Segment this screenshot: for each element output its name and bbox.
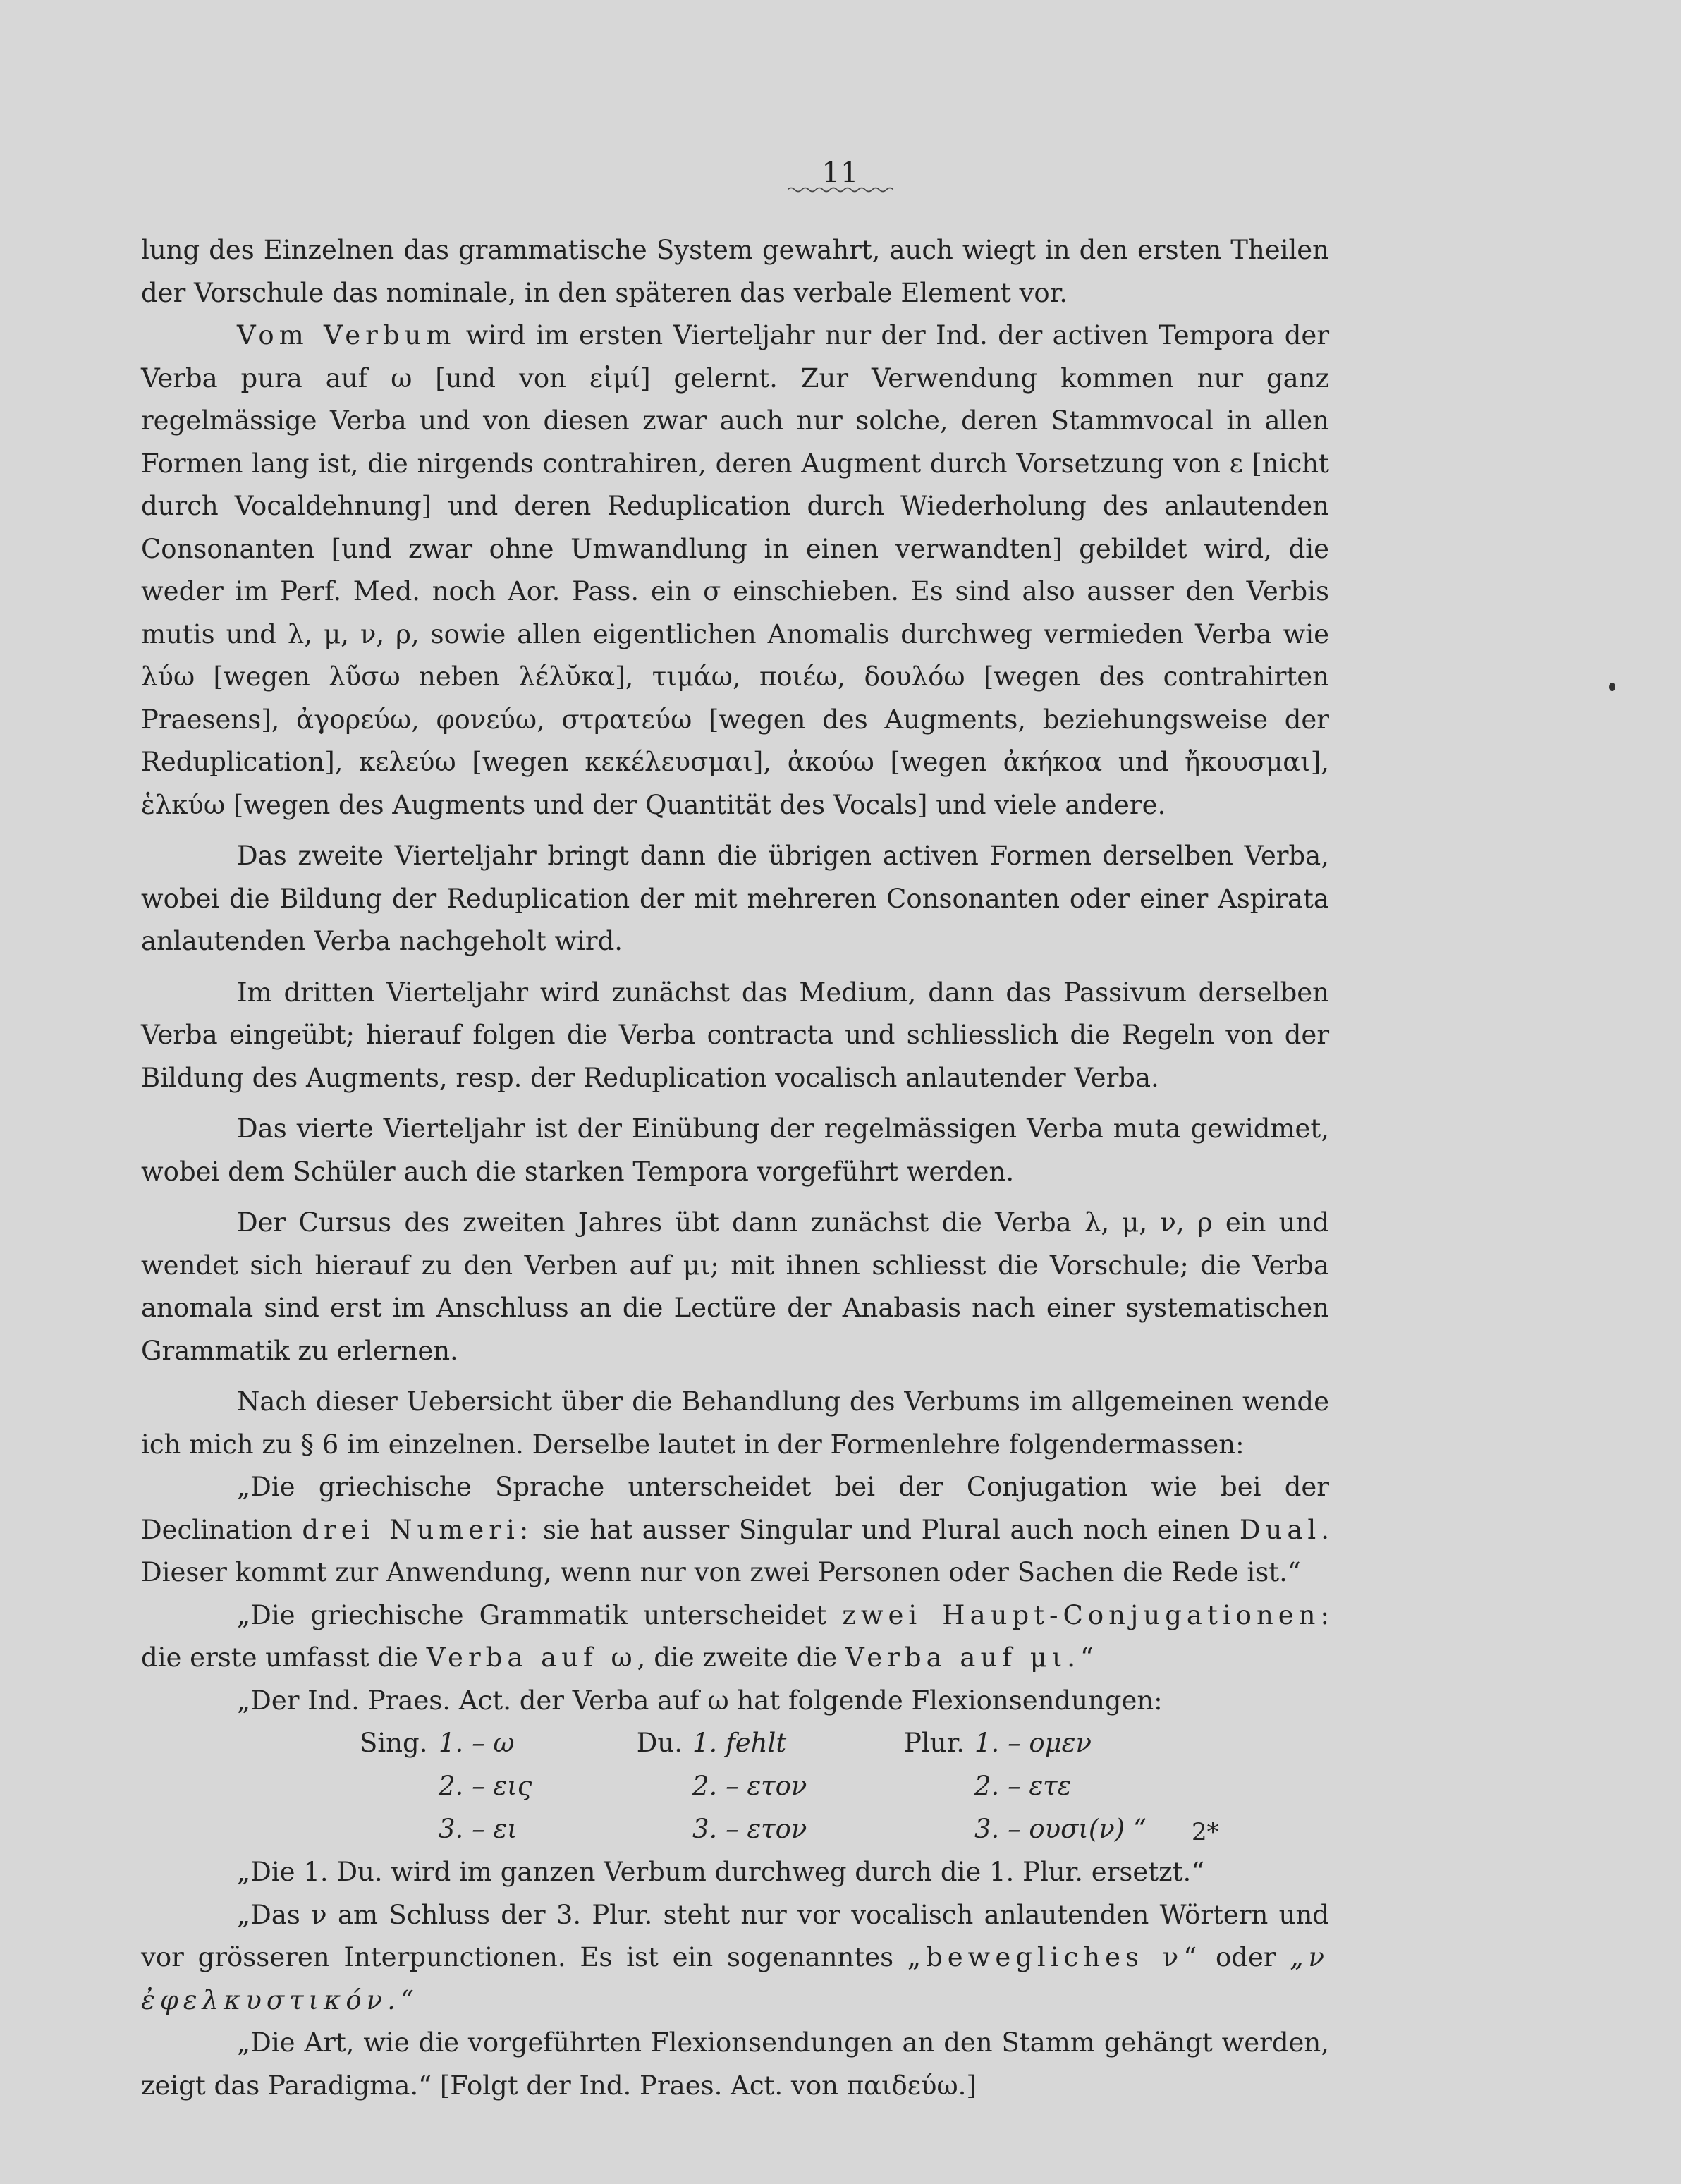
paragraph-text: wird im ersten Vierteljahr nur der Ind. der activen Tempora der Verba pura auf ω [und von εἰμί] gelernt. Zur Verwendung kommen nur ganz regelmässige Verba und von diesen zwar auch nur solche, deren Stammvocal in allen Formen lang ist, die nirgends contrahiren, deren Augment durch Vorsetzung von ε [nicht durch Vocaldehnung] und deren Reduplication durch Wiederholung des anlautenden Consonanten [und zwar ohne Umwandlung in einen verwandten] gebildet wird, die weder im Perf. Med. noch Aor. Pass. ein σ einschieben. Es sind also ausser den Verbis mutis und λ, μ, ν, ρ, sowie allen eigentlichen Anomalis durchweg vermieden Verba wie λύω [wegen λῦσω neben λέλῠκα], τιμάω, ποιέω, δουλόω [wegen des contrahirten Praesens], ἀγορεύω, φονεύω, στρατεύω [wegen des Augments, beziehungsweise der Reduplication], κελεύω [wegen κεκέλευσμαι], ἀκούω [wegen ἀκήκοα und ἤκουσμαι], ἑλκύω [wegen des Augments und der Quantität des Vocals] und viele andere. xyxy=(141,320,1330,820)
table-row xyxy=(360,1765,532,1808)
quote-paragraph xyxy=(141,1594,1329,1680)
spaced-term: „ν ἐφελκυστικόν.“ xyxy=(141,1942,1329,2015)
paragraph: Das zweite Vierteljahr bringt dann die übrigen activen Formen derselben Verba, wobei die Bildung der Reduplication der mit mehreren Consonanten oder einer Aspirata anlautenden Verba nachgeholt wird. xyxy=(141,841,1329,956)
paragraph: Im dritten Vierteljahr wird zunächst das Medium, dann das Passivum derselben Verba eingeübt; hierauf folgen die Verba contracta und schliesslich die Regeln von der Bildung des Augments, resp. der Reduplication vocalisch anlautender Verba. xyxy=(141,977,1329,1093)
table-column-plural xyxy=(895,1722,1147,1851)
table-cell: 3. – ετον xyxy=(692,1814,807,1844)
table-row xyxy=(895,1808,1147,1851)
paragraph-text: : die erste umfasst die xyxy=(141,1599,1329,1673)
column-label: Sing. xyxy=(360,1728,428,1758)
paragraph: lung des Einzelnen das grammatische System gewahrt, auch wiegt in den ersten Theilen der Vorschule das nominale, in den späteren das verbale Element vor. xyxy=(141,235,1329,308)
paragraph-text: „Das ν am Schluss der 3. Plur. steht nur vor vocalisch anlautenden Wörtern und vor grösseren Interpunctionen. Es ist ein sogenanntes xyxy=(141,1899,1329,1972)
table-cell: 2. – εις xyxy=(439,1771,532,1801)
table-column-singular xyxy=(360,1722,532,1851)
table-cell: 1. – ομεν xyxy=(974,1728,1092,1758)
paragraph-text: „Die griechische Grammatik unterscheidet xyxy=(237,1599,827,1630)
spaced-term: Dual xyxy=(1239,1514,1321,1545)
spaced-term: drei Numeri: xyxy=(302,1514,534,1545)
table-cell: 1. – ω xyxy=(439,1728,515,1758)
table-cell: 2. – ετον xyxy=(692,1771,807,1801)
paragraph-text: sie hat ausser Singular und Plural auch noch einen xyxy=(542,1514,1230,1545)
table-cell: 3. – ουσι(ν) “ xyxy=(974,1814,1147,1844)
table-row xyxy=(613,1722,807,1765)
paragraph-text: „Die griechische Sprache unterscheidet bei der Conjugation wie bei der Declination xyxy=(141,1472,1329,1545)
spaced-term: zwei Haupt-Conjugationen xyxy=(842,1599,1321,1630)
quote-paragraph xyxy=(141,1466,1329,1594)
paragraph: Nach dieser Uebersicht über die Behandlung des Verbums im allgemeinen wende ich mich zu § 6 im einzelnen. Derselbe lautet in der Formenlehre folgendermassen: xyxy=(141,1386,1329,1460)
table-row xyxy=(360,1722,532,1765)
paragraph-text: oder xyxy=(1215,1942,1276,1972)
table-column-dual xyxy=(613,1722,807,1851)
table-cell: 1. fehlt xyxy=(692,1728,787,1758)
table-row xyxy=(613,1765,807,1808)
page-number: 11 xyxy=(821,157,860,189)
paragraph-text: , die zweite die xyxy=(637,1642,838,1673)
main-text xyxy=(141,229,1329,2107)
table-row xyxy=(895,1722,1147,1765)
table-row xyxy=(613,1808,807,1851)
quote-paragraph: „Die 1. Du. wird im ganzen Verbum durchweg durch die 1. Plur. ersetzt.“ xyxy=(237,1857,1205,1887)
paragraph-text: . Dieser kommt zur Anwendung, wenn nur von zwei Personen oder Sachen die Rede ist.“ xyxy=(141,1514,1330,1587)
column-label: Du. xyxy=(636,1728,683,1758)
signature-mark: 2* xyxy=(1192,1818,1219,1846)
paragraph xyxy=(141,315,1329,826)
column-label: Plur. xyxy=(904,1728,965,1758)
ink-speck xyxy=(1609,683,1615,691)
spaced-term: „bewegliches ν“ xyxy=(907,1942,1202,1972)
spaced-term: Vom Verbum xyxy=(237,320,456,350)
paragraph: Das vierte Vierteljahr ist der Einübung der regelmässigen Verba muta gewidmet, wobei dem Schüler auch die starken Tempora vorgeführt werden. xyxy=(141,1114,1329,1187)
table-row xyxy=(360,1808,532,1851)
table-cell: 3. – ει xyxy=(439,1814,518,1844)
paragraph: Der Cursus des zweiten Jahres übt dann zunächst die Verba λ, μ, ν, ρ ein und wendet sich hierauf zu den Verben auf μι; mit ihnen schliesst die Vorschule; die Verba anomala sind erst im Anschluss an die Lectüre der Anabasis nach einer systematischen Grammatik zu erlernen. xyxy=(141,1207,1329,1366)
page-header xyxy=(0,157,1681,193)
table-row xyxy=(895,1765,1147,1808)
spaced-term: Verba auf μι.“ xyxy=(845,1642,1099,1673)
quote-paragraph: „Die Art, wie die vorgeführten Flexionsendungen an den Stamm gehängt werden, zeigt das Paradigma.“ [Folgt der Ind. Praes. Act. von παιδεύω.] xyxy=(141,2027,1329,2101)
spaced-term: Verba auf ω xyxy=(426,1642,637,1673)
table-cell: 2. – ετε xyxy=(974,1771,1072,1801)
inflection-table xyxy=(219,1722,1147,1851)
quote-paragraph: „Der Ind. Praes. Act. der Verba auf ω hat folgende Flexionsendungen: xyxy=(237,1685,1163,1716)
quote-paragraph xyxy=(141,1894,1329,2023)
